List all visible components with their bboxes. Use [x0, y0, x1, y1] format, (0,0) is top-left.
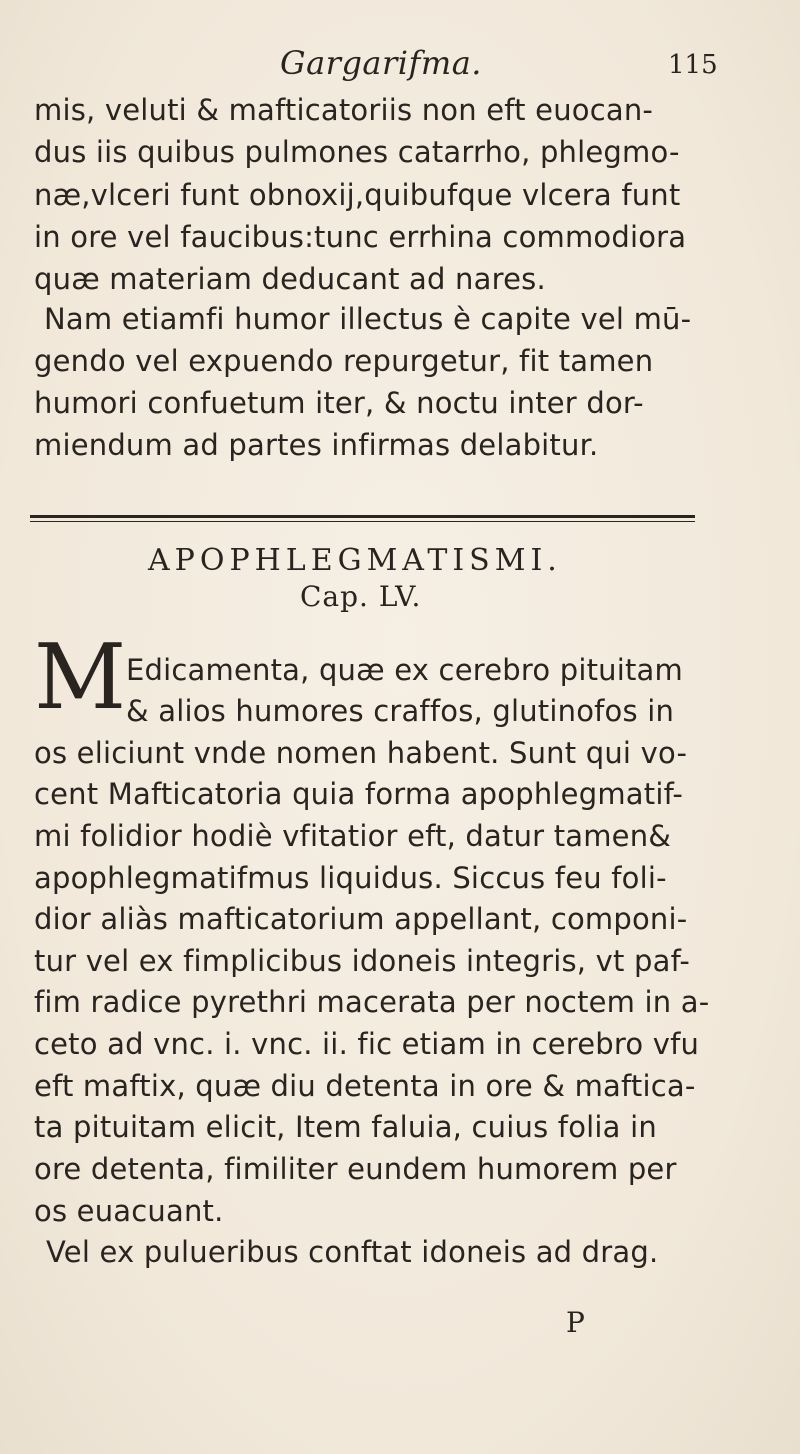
text-line: ceto ad vnc. i. vnc. ii. fic etiam in cerebro vfu [34, 1027, 700, 1061]
chapter-number: Cap. LV. [300, 580, 422, 613]
drop-cap: M [34, 625, 127, 730]
catchword: P [566, 1306, 585, 1339]
text-line: in ore vel faucibus:tunc errhina commodiora [34, 220, 687, 254]
divider-thick-rule [30, 515, 695, 518]
text-line: Edicamenta, quæ ex cerebro pituitam [126, 653, 683, 687]
text-line: humori confuetum iter, & noctu inter dor- [34, 386, 644, 420]
text-line: quæ materiam deducant ad nares. [34, 262, 546, 296]
text-line: & alios humores craffos, glutinofos in [126, 694, 675, 728]
page-number: 115 [668, 50, 718, 80]
section-divider [30, 515, 695, 525]
text-line: apophlegmatifmus liquidus. Siccus feu foli- [34, 861, 667, 895]
page-header [0, 44, 800, 92]
text-line: tur vel ex fimplicibus idoneis integris, vt paf- [34, 944, 691, 978]
text-line: mis, veluti & mafticatoriis non eft euocan- [34, 93, 654, 127]
text-line: mi folidior hodiè vfitatior eft, datur tamen& [34, 819, 672, 853]
text-line: gendo vel expuendo repurgetur, fit tamen [34, 344, 654, 378]
text-line: Nam etiamfi humor illectus è capite vel mū- [44, 302, 692, 336]
text-line: miendum ad partes infirmas delabitur. [34, 428, 599, 462]
text-line: os euacuant. [34, 1194, 224, 1228]
divider-thin-rule [30, 521, 695, 522]
text-line: eft maftix, quæ diu detenta in ore & maftica- [34, 1069, 696, 1103]
chapter-title: APOPHLEGMATISMI. [148, 543, 562, 578]
text-line: dior aliàs mafticatorium appellant, componi- [34, 902, 688, 936]
text-line: næ,vlceri funt obnoxij,quibufque vlcera funt [34, 178, 681, 212]
text-line: ta pituitam elicit, Item faluia, cuius folia in [34, 1110, 657, 1144]
text-line: Vel ex pulueribus conftat idoneis ad drag. [46, 1235, 659, 1269]
text-line: os eliciunt vnde nomen habent. Sunt qui vo- [34, 736, 688, 770]
running-head: Gargarifma. [280, 44, 482, 82]
text-line: dus iis quibus pulmones catarrho, phlegmo- [34, 135, 680, 169]
text-line: ore detenta, fimiliter eundem humorem per [34, 1152, 677, 1186]
text-line: fim radice pyrethri macerata per noctem in a- [34, 985, 710, 1019]
text-line: cent Mafticatoria quia forma apophlegmatif- [34, 777, 684, 811]
